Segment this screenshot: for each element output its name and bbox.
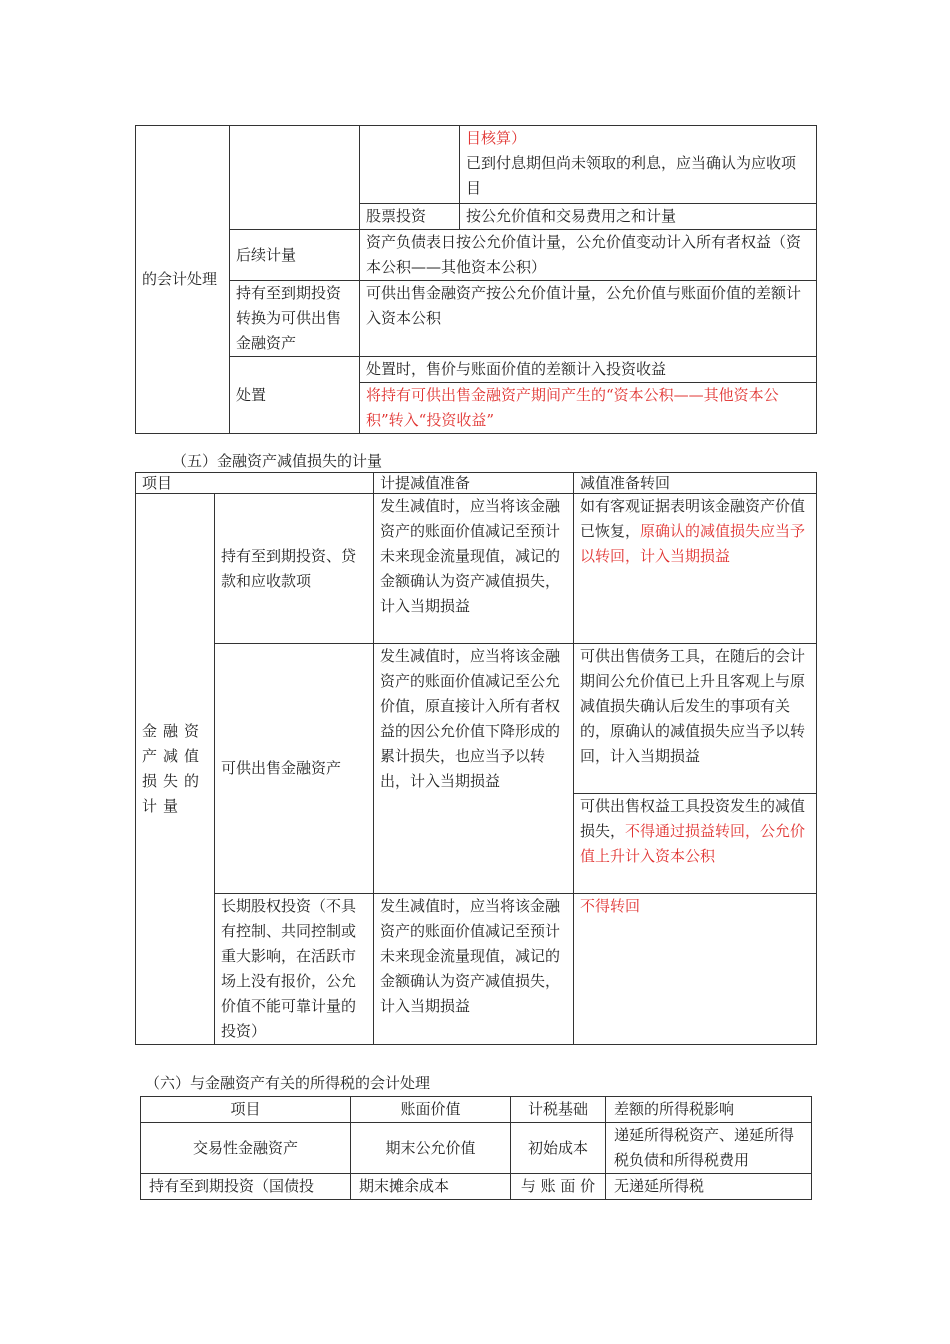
disposal-text-2: 将持有可供出售金融资产期间产生的“资本公积——其他资本公积”转入“投资收益” [360, 383, 817, 434]
income-tax-table [140, 1096, 812, 1200]
t3-row2-item: 持有至到期投资（国债投 [141, 1174, 351, 1200]
section6-title: （六）与金融资产有关的所得税的会计处理 [145, 1074, 431, 1092]
t3-row2-book: 期末摊余成本 [351, 1174, 511, 1200]
htm-reversal: 如有客观证据表明该金融资产价值已恢复，原确认的减值损失应当予以转回，计入当期损益 [574, 494, 817, 644]
stock-text: 按公允价值和交易费用之和计量 [460, 204, 817, 230]
subsequent-label: 后续计量 [230, 230, 360, 281]
t3-row1-tax: 初始成本 [511, 1123, 606, 1174]
lte-label: 长期股权投资（不具有控制、共同控制或重大影响，在活跃市场上没有报价，公允价值不能可靠计量的投资） [215, 894, 374, 1045]
htm-label: 持有至到期投资、贷款和应收款项 [215, 494, 374, 644]
lte-provision: 发生减值时，应当将该金融资产的账面价值减记至预计未来现金流量现值，减记的金额确认为资产减值损失，计入当期损益 [374, 894, 574, 1045]
section5-title: （五）金融资产减值损失的计量 [172, 452, 383, 470]
lte-reversal: 不得转回 [574, 894, 817, 1045]
cell-interest: 目核算） 已到付息期但尚未领取的利息，应当确认为应收项目 [460, 126, 817, 204]
t3-row1-book: 期末公允价值 [351, 1123, 511, 1174]
t3-row2-tax: 与 账 面 价 [511, 1174, 606, 1200]
subsequent-text: 资产负债表日按公允价值计量，公允价值变动计入所有者权益（资本公积——其他资本公积） [360, 230, 817, 281]
t3-header-tax: 计税基础 [511, 1097, 606, 1123]
afs-provision: 发生减值时，应当将该金融资产的账面价值减记至公允价值，原直接计入所有者权益的因公允价值下降形成的累计损失，也应当予以转出，计入当期损益 [374, 644, 574, 894]
disposal-text-1: 处置时，售价与账面价值的差额计入投资收益 [360, 357, 817, 383]
afs-label: 可供出售金融资产 [215, 644, 374, 894]
disposal-label: 处置 [230, 357, 360, 434]
t3-header-effect: 差额的所得税影响 [606, 1097, 812, 1123]
impairment-table [135, 472, 817, 1045]
transfer-text: 可供出售金融资产按公允价值计量，公允价值与账面价值的差额计入资本公积 [360, 281, 817, 357]
htm-provision: 发生减值时，应当将该金融资产的账面价值减记至预计未来现金流量现值，减记的金额确认为资产减值损失，计入当期损益 [374, 494, 574, 644]
header-item: 项目 [136, 473, 374, 494]
stock-label: 股票投资 [360, 204, 460, 230]
t3-header-book: 账面价值 [351, 1097, 511, 1123]
afs-equity-reversal: 可供出售权益工具投资发生的减值损失，不得通过损益转回，公允价值上升计入资本公积 [574, 794, 817, 894]
t3-row1-effect: 递延所得税资产、递延所得税负债和所得税费用 [606, 1123, 812, 1174]
section-label: 的会计处理 [136, 126, 230, 434]
t3-row1-item: 交易性金融资产 [141, 1123, 351, 1174]
afs-debt-reversal: 可供出售债务工具，在随后的会计期间公允价值已上升且客观上与原减值损失确认后发生的事项有关的，原确认的减值损失应当予以转回，计入当期损益 [574, 644, 817, 794]
t3-row2-effect: 无递延所得税 [606, 1174, 812, 1200]
transfer-label: 持有至到期投资转换为可供出售金融资产 [230, 281, 360, 357]
afs-accounting-table [135, 125, 817, 434]
group-label: 金融资产减值损失的计量 [136, 494, 215, 1045]
t3-header-item: 项目 [141, 1097, 351, 1123]
header-reversal: 减值准备转回 [574, 473, 817, 494]
header-provision: 计提减值准备 [374, 473, 574, 494]
